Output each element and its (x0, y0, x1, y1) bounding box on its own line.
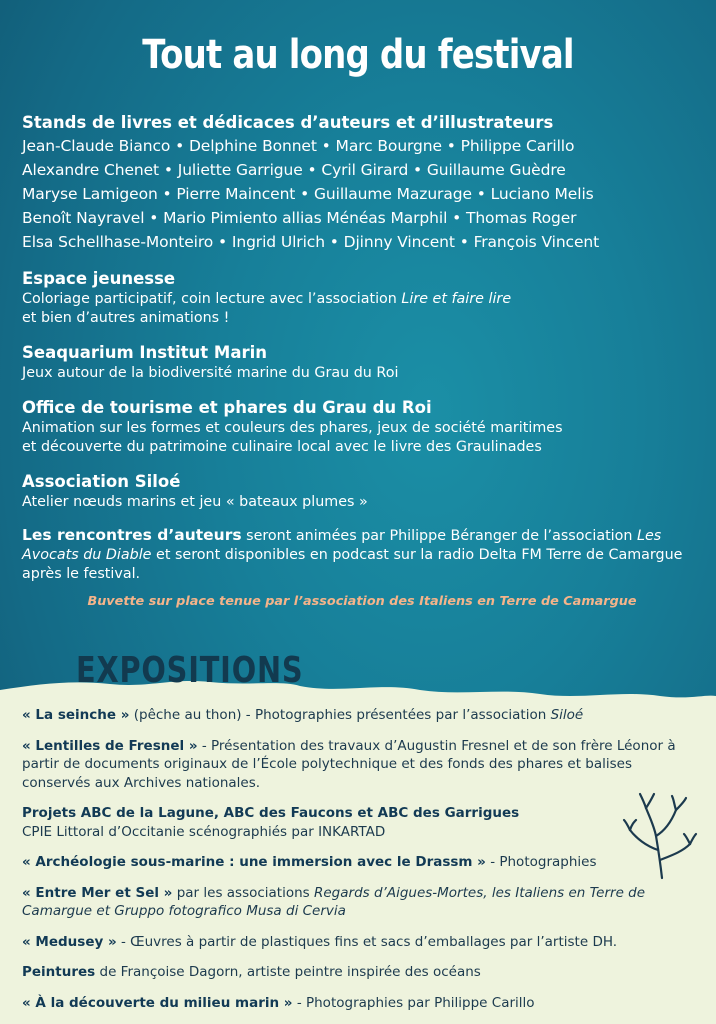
jeunesse-heading: Espace jeunesse (22, 269, 176, 288)
siloe-section (22, 471, 702, 512)
jeunesse-section (22, 268, 702, 328)
stands-section (22, 112, 702, 254)
expositions-list (22, 706, 698, 1024)
festival-activities (22, 112, 702, 609)
seaquarium-section (22, 342, 702, 383)
office-line: Animation sur les formes et couleurs des phares, jeux de société maritimes (22, 420, 563, 436)
jeunesse-line: Coloriage participatif, coin lecture avec l’association Lire et faire lire (22, 291, 512, 307)
page-title: Tout au long du festival (142, 32, 574, 78)
office-section (22, 397, 702, 457)
expositions-heading: EXPOSITIONS (76, 650, 304, 691)
seaquarium-heading: Seaquarium Institut Marin (22, 343, 267, 362)
coral-icon (620, 790, 698, 880)
exhibit-archeologie: « Archéologie sous-marine : une immersion avec le Drassm » - Photographies (22, 854, 597, 870)
exhibit-seinche: « La seinche » (pêche au thon) - Photographies présentées par l’association Siloé (22, 707, 584, 723)
siloe-heading: Association Siloé (22, 472, 181, 491)
rencontres-paragraph: Les rencontres d’auteurs seront animées par Philippe Béranger de l’association Les Avocats du Diable et seront disponibles en podcast sur la radio Delta FM Terre de Camargue après le festival. (22, 526, 683, 582)
authors-line: Maryse Lamigeon • Pierre Maincent • Guillaume Mazurage • Luciano Melis (22, 185, 594, 203)
office-heading: Office de tourisme et phares du Grau du Roi (22, 398, 432, 417)
authors-line: Jean-Claude Bianco • Delphine Bonnet • Marc Bourgne • Philippe Carillo (22, 137, 575, 155)
authors-line: Benoît Nayravel • Mario Pimiento allias Ménéas Marphil • Thomas Roger (22, 209, 577, 227)
siloe-line: Atelier nœuds marins et jeu « bateaux plumes » (22, 494, 368, 510)
exhibit-milieu-marin: « À la découverte du milieu marin » - Photographies par Philippe Carillo (22, 994, 535, 1011)
office-line: et découverte du patrimoine culinaire local avec le livre des Graulinades (22, 439, 542, 455)
buvette-note: Buvette sur place tenue par l’association des Italiens en Terre de Camargue (87, 594, 637, 609)
authors-line: Elsa Schellhase-Monteiro • Ingrid Ulrich • Djinny Vincent • François Vincent (22, 233, 600, 251)
exhibit-peintures: Peintures de Françoise Dagorn, artiste peintre inspirée des océans (22, 964, 481, 980)
exhibit-abc: Projets ABC de la Lagune, ABC des Faucons et ABC des Garrigues CPIE Littoral d’Occitanie scénographiés par INKARTAD (22, 805, 520, 840)
exhibit-medusey: « Medusey » - Œuvres à partir de plastiques fins et sacs d’emballages par l’artiste DH. (22, 933, 618, 950)
stands-heading: Stands de livres et dédicaces d’auteurs et d’illustrateurs (22, 113, 554, 132)
exhibit-entre-mer-et-sel: « Entre Mer et Sel » par les associations Regards d’Aigues-Mortes, les Italiens en Terre de Camargue et Gruppo fotografico Musa di Cervia (22, 884, 646, 919)
jeunesse-line: et bien d’autres animations ! (22, 310, 230, 326)
seaquarium-line: Jeux autour de la biodiversité marine du Grau du Roi (22, 365, 399, 381)
exhibit-fresnel: « Lentilles de Fresnel » - Présentation des travaux d’Augustin Fresnel et de son frère Léonor à partir de documents originaux de l’École polytechnique et des fonds des phares et balises conservés aux Archives nationales. (22, 737, 676, 791)
authors-line: Alexandre Chenet • Juliette Garrigue • Cyril Girard • Guillaume Guèdre (22, 161, 566, 179)
